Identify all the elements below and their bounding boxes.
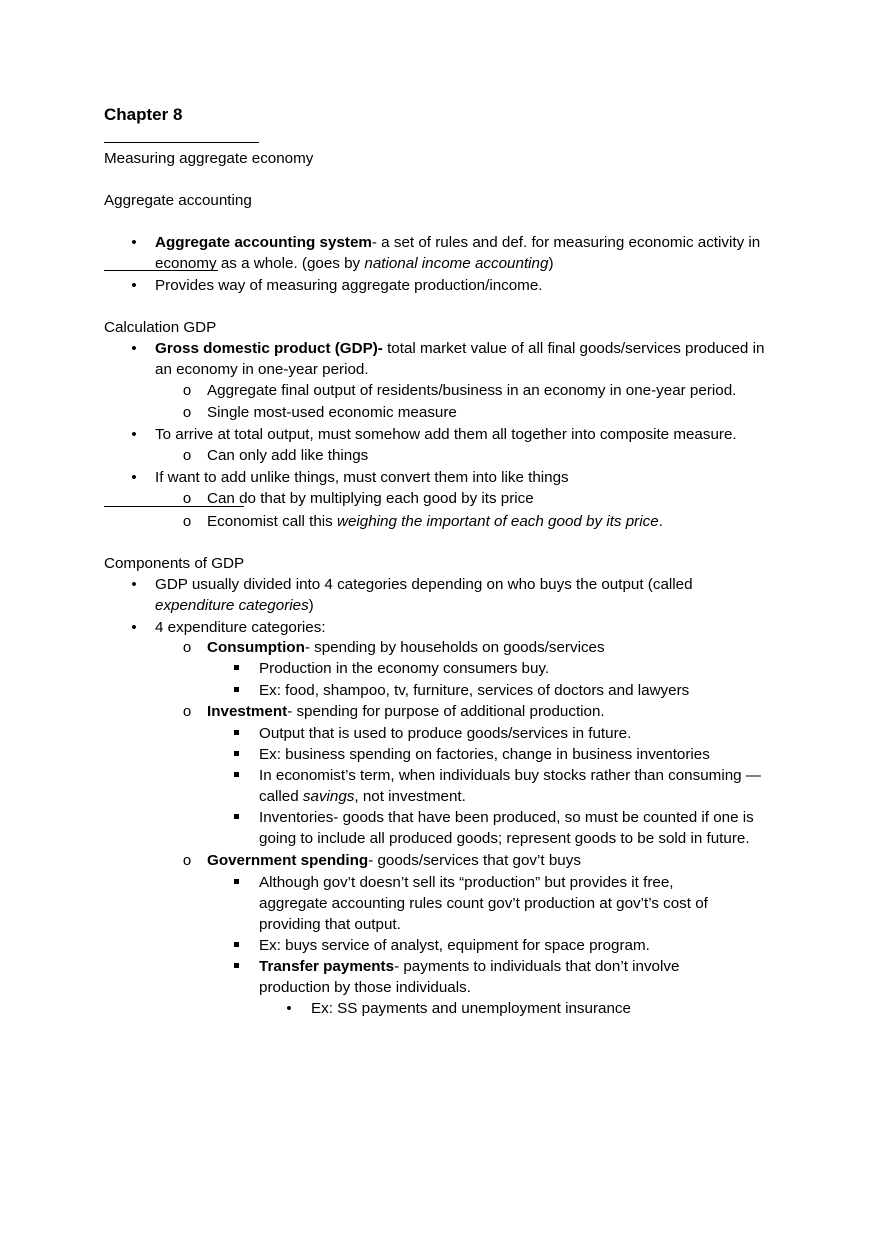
bullet-circle: o	[182, 490, 192, 507]
definition-text: - payments to individuals that don’t involve production by those individuals.	[259, 958, 680, 996]
bullet-square	[234, 751, 239, 756]
bullet-disc: •	[131, 340, 137, 357]
sub-sub-item-govt-production: Although gov’t doesn’t sell its “production” but provides it free, aggregate accounting rules count gov’t production at gov’t’s cost of providing that output.	[259, 874, 708, 933]
bullet-square	[234, 814, 239, 819]
list-item-four-categories: 4 expenditure categories:	[155, 619, 326, 636]
term-investment: Investment	[207, 703, 288, 720]
sub-sub-item-govt-examples: Ex: buys service of analyst, equipment for space program.	[259, 937, 650, 954]
sub-item-aggregate-final-output: Aggregate final output of residents/business in an economy in one-year period.	[207, 382, 737, 399]
emphasis-expenditure-categories: expenditure categories	[155, 597, 309, 614]
bullet-square	[234, 772, 239, 777]
definition-text: - goods/services that gov’t buys	[368, 852, 581, 869]
bullet-square	[234, 730, 239, 735]
section-title-calculation-gdp: Calculation GDP	[104, 319, 217, 336]
sub-item-investment	[207, 701, 605, 722]
emphasis-national-income-accounting: national income accounting	[364, 255, 549, 272]
bullet-square	[234, 687, 239, 692]
bullet-square	[234, 665, 239, 670]
section-title-components-gdp: Components of GDP	[104, 555, 245, 572]
bullet-circle: o	[182, 447, 192, 464]
savings-text-end: , not investment.	[354, 788, 466, 805]
list-item-gdp-definition	[155, 338, 780, 380]
list-item-provides-way: Provides way of measuring aggregate production/income.	[155, 277, 543, 294]
definition-text: - spending by households on goods/services	[304, 639, 605, 656]
sub-item-single-most-used: Single most-used economic measure	[207, 404, 457, 421]
closing-paren: )	[308, 597, 314, 614]
sub-sub-item-investment-examples: Ex: business spending on factories, change in business inventories	[259, 746, 710, 763]
list-item-arrive-total-output: To arrive at total output, must somehow add them all together into composite measure.	[155, 426, 737, 443]
bullet-circle: o	[182, 703, 192, 720]
sub-item-economist-call	[207, 511, 663, 532]
sub-item-multiply-price: Can do that by multiplying each good by its price	[207, 490, 534, 507]
bullet-square	[234, 942, 239, 947]
savings-text: In economist’s term, when individuals buy stocks rather than consuming —called	[259, 767, 761, 805]
term-government-spending: Government spending	[207, 852, 369, 869]
term-consumption: Consumption	[207, 639, 305, 656]
bullet-disc: •	[131, 619, 137, 636]
bullet-disc: •	[286, 1000, 292, 1017]
chapter-heading: Chapter 8	[104, 105, 183, 124]
emphasis-weighing: weighing the important of each good by its price	[336, 513, 659, 530]
bullet-square	[234, 963, 239, 968]
subtitle: Measuring aggregate economy	[104, 150, 314, 167]
sub-sub-item-consumption-examples: Ex: food, shampoo, tv, furniture, services of doctors and lawyers	[259, 682, 690, 699]
period: .	[658, 513, 663, 530]
definition-text: - a set of rules and def. for measuring economic activity in economy as a whole. (goes by	[155, 234, 761, 272]
margin-rule	[104, 270, 218, 271]
bullet-disc: •	[131, 234, 137, 251]
sub-item-text: Economist call this	[207, 513, 337, 530]
term-gdp: Gross domestic product (GDP)-	[155, 340, 383, 357]
definition-text: total market value of all final goods/services produced in an economy in one-year period.	[155, 340, 765, 378]
bullet-square	[234, 879, 239, 884]
list-item-text: GDP usually divided into 4 categories depending on who buys the output (called	[155, 576, 693, 593]
sub-sub-item-savings	[259, 765, 774, 807]
bullet-disc: •	[131, 469, 137, 486]
list-item-aggregate-accounting-system	[155, 232, 780, 274]
bullet-circle: o	[182, 513, 192, 530]
bullet-disc: •	[131, 277, 137, 294]
bullet-disc: •	[131, 576, 137, 593]
sub-sub-item-transfer-payments	[259, 956, 734, 998]
bullet-circle: o	[182, 382, 192, 399]
list-item-gdp-categories	[155, 574, 735, 616]
bullet-disc: •	[131, 426, 137, 443]
sub-item-consumption	[207, 637, 605, 658]
sub-sub-item-inventories: Inventories- goods that have been produced, so must be counted if one is going to include all produced goods; represent goods to be sold in future.	[259, 809, 754, 847]
bullet-circle: o	[182, 852, 192, 869]
list-item-add-unlike-things: If want to add unlike things, must convert them into like things	[155, 469, 569, 486]
bullet-circle: o	[182, 639, 192, 656]
sub-item-government-spending	[207, 850, 581, 871]
term-transfer-payments: Transfer payments	[259, 958, 395, 975]
section-title-aggregate-accounting: Aggregate accounting	[104, 192, 252, 209]
emphasis-savings: savings	[302, 788, 355, 805]
margin-rule	[104, 506, 244, 507]
sub-sub-item-production-consumers: Production in the economy consumers buy.	[259, 660, 550, 677]
heading-rule	[104, 142, 259, 143]
sub-sub-item-output-future: Output that is used to produce goods/services in future.	[259, 725, 632, 742]
closing-paren: )	[548, 255, 554, 272]
level4-item-ss-payments: Ex: SS payments and unemployment insurance	[311, 1000, 631, 1017]
bullet-circle: o	[182, 404, 192, 421]
definition-text: - spending for purpose of additional production.	[287, 703, 605, 720]
term-aggregate-accounting-system: Aggregate accounting system	[155, 234, 372, 251]
sub-item-only-add-like: Can only add like things	[207, 447, 369, 464]
